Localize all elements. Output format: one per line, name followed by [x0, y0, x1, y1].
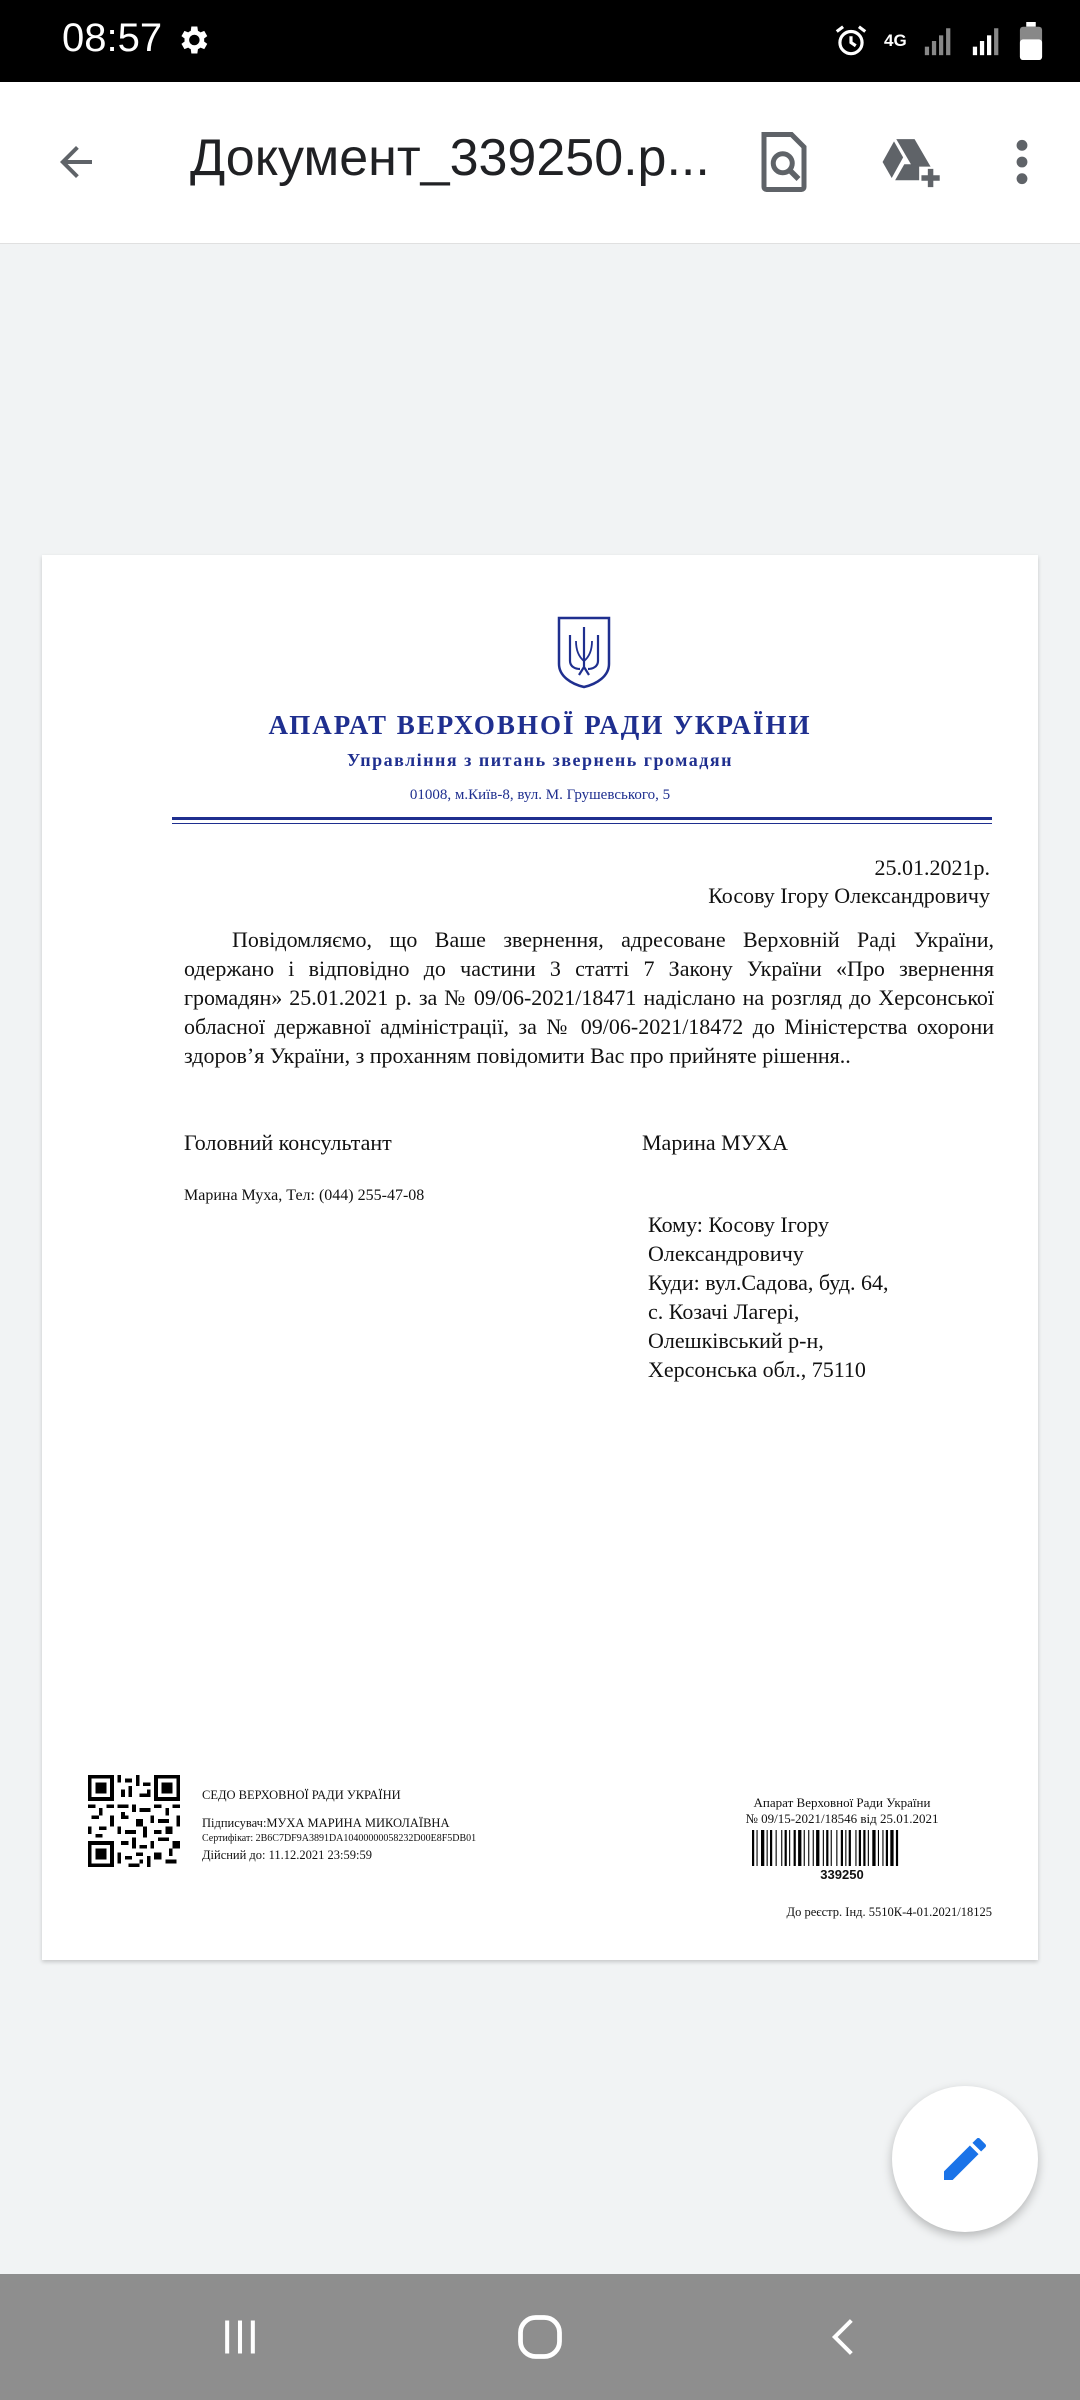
letter-body: Повідомляємо, що Ваше звернення, адресоване Верховній Раді України, одержано і відповідно до частини 3 статті 7 Закону України «Про звернення громадян» 25.01.2021 р. за № 09/06-2021/18471 надіслано на розгляд до Херсонської обласної державної адміністрації, за № 09/06-2021/18472 до Міністерства охорони здоров’я України, з проханням повідомити Вас про прийняте рішення.. — [184, 927, 994, 1068]
qr-code — [87, 1775, 181, 1867]
gear-icon — [175, 22, 211, 58]
status-bar — [0, 0, 1080, 82]
barcode-bar — [813, 1830, 814, 1866]
barcode-bar — [785, 1830, 787, 1866]
letter-addressee: Косову Ігору Олександровичу — [708, 883, 990, 908]
document-page[interactable] — [42, 555, 1038, 1960]
signature-valid-until: Дійсний до: 11.12.2021 23:59:59 — [202, 1848, 372, 1862]
back-arrow-icon — [52, 138, 100, 186]
recipient-line: Херсонська обл., 75110 — [648, 1357, 866, 1382]
organization-address: 01008, м.Київ-8, вул. М. Грушевського, 5 — [409, 787, 671, 803]
document-title: Документ_339250.p... — [190, 129, 710, 187]
signal-icon-2 — [970, 24, 1004, 58]
signer-title: Головний консультант — [184, 1130, 392, 1155]
barcode-bar — [767, 1830, 768, 1866]
barcode-bar — [896, 1830, 898, 1866]
find-in-document-button[interactable] — [748, 126, 820, 198]
barcode-bar — [836, 1830, 837, 1866]
barcode-bar — [863, 1830, 865, 1866]
barcode-bar — [789, 1830, 790, 1866]
letter-date: 25.01.2021р. — [874, 855, 990, 880]
contact-line: Марина Муха, Тел: (044) 255-47-08 — [184, 1187, 425, 1204]
barcode-bar — [841, 1830, 843, 1866]
more-options-button[interactable] — [986, 126, 1058, 198]
back-button[interactable] — [44, 130, 108, 194]
barcode-bar — [826, 1830, 828, 1866]
recipient-line: Кому: Косову Ігору — [648, 1212, 829, 1237]
barcode-bar — [831, 1830, 832, 1866]
barcode-bar — [878, 1830, 879, 1866]
system-navigation-bar — [0, 2274, 1080, 2400]
barcode-number: 339250 — [820, 1867, 864, 1882]
department-name: Управління з питань звернень громадян — [346, 750, 733, 770]
registration-org: Апарат Верховної Ради України — [753, 1795, 931, 1810]
barcode-bar — [781, 1830, 782, 1866]
registration-number: № 09/15-2021/18546 від 25.01.2021 — [745, 1811, 939, 1826]
more-vert-icon — [1012, 137, 1032, 187]
barcode-bar — [752, 1830, 754, 1866]
barcode-bar — [872, 1830, 875, 1866]
digital-signature-block — [202, 1787, 476, 1863]
barcode-bar — [757, 1830, 758, 1866]
registration-stamp — [722, 1795, 962, 1827]
barcode-bar — [816, 1830, 819, 1866]
alarm-icon — [832, 22, 870, 60]
barcode-bar — [855, 1830, 856, 1866]
barcode-bar — [808, 1830, 809, 1866]
letterhead-divider-thin — [172, 823, 992, 824]
status-time: 08:57 — [62, 16, 163, 60]
barcode-bar — [770, 1830, 772, 1866]
sedo-title: СЕДО ВЕРХОВНОЇ РАДИ УКРАЇНИ — [202, 1788, 401, 1802]
barcode-bar — [845, 1830, 846, 1866]
home-button[interactable] — [500, 2304, 580, 2370]
signature-signer: Підписувач:МУХА МАРИНА МИКОЛАЇВНА — [202, 1816, 450, 1830]
app-bar — [0, 82, 1080, 244]
barcode — [752, 1830, 934, 1866]
barcode-bar — [776, 1830, 777, 1866]
barcode-bar — [798, 1830, 801, 1866]
recipient-line: Куди: вул.Садова, буд. 64, — [648, 1270, 889, 1295]
barcode-bar — [882, 1830, 883, 1866]
network-type-label: 4G — [884, 31, 907, 50]
registration-index: До реєстр. Інд. 5510К-4-01.2021/18125 — [786, 1905, 992, 1919]
barcode-bar — [849, 1830, 851, 1866]
recents-button[interactable] — [200, 2304, 280, 2370]
trident-emblem-icon — [556, 615, 612, 689]
recipient-line: Олешківський р-н, — [648, 1328, 824, 1353]
recipient-block — [648, 1210, 889, 1384]
barcode-bar — [761, 1830, 764, 1866]
letterhead-divider — [172, 817, 992, 820]
barcode-bar — [890, 1830, 893, 1866]
barcode-bar — [886, 1830, 888, 1866]
signer-name: Марина МУХА — [642, 1130, 789, 1155]
recipient-line: с. Козачі Лагері, — [648, 1299, 800, 1324]
home-icon — [514, 2311, 566, 2363]
save-to-drive-button[interactable] — [874, 126, 946, 198]
back-icon — [822, 2315, 866, 2359]
edit-pencil-icon — [937, 2131, 993, 2187]
find-in-page-icon — [757, 132, 811, 192]
back-nav-button[interactable] — [804, 2304, 884, 2370]
drive-add-icon — [878, 134, 942, 190]
edit-button[interactable] — [892, 2086, 1038, 2232]
barcode-bar — [804, 1830, 805, 1866]
battery-icon — [1018, 22, 1044, 60]
barcode-bar — [868, 1830, 869, 1866]
organization-name: АПАРАТ ВЕРХОВНОЇ РАДИ УКРАЇНИ — [268, 710, 812, 740]
recipient-line: Олександровичу — [648, 1241, 804, 1266]
barcode-bar — [823, 1830, 824, 1866]
recents-icon — [218, 2315, 262, 2359]
signal-icon — [922, 24, 956, 58]
signature-certificate: Сертифікат: 2B6C7DF9A3891DA10400000058232D00E8F5DB01 — [202, 1833, 477, 1844]
barcode-bar — [859, 1830, 861, 1866]
barcode-bar — [794, 1830, 796, 1866]
